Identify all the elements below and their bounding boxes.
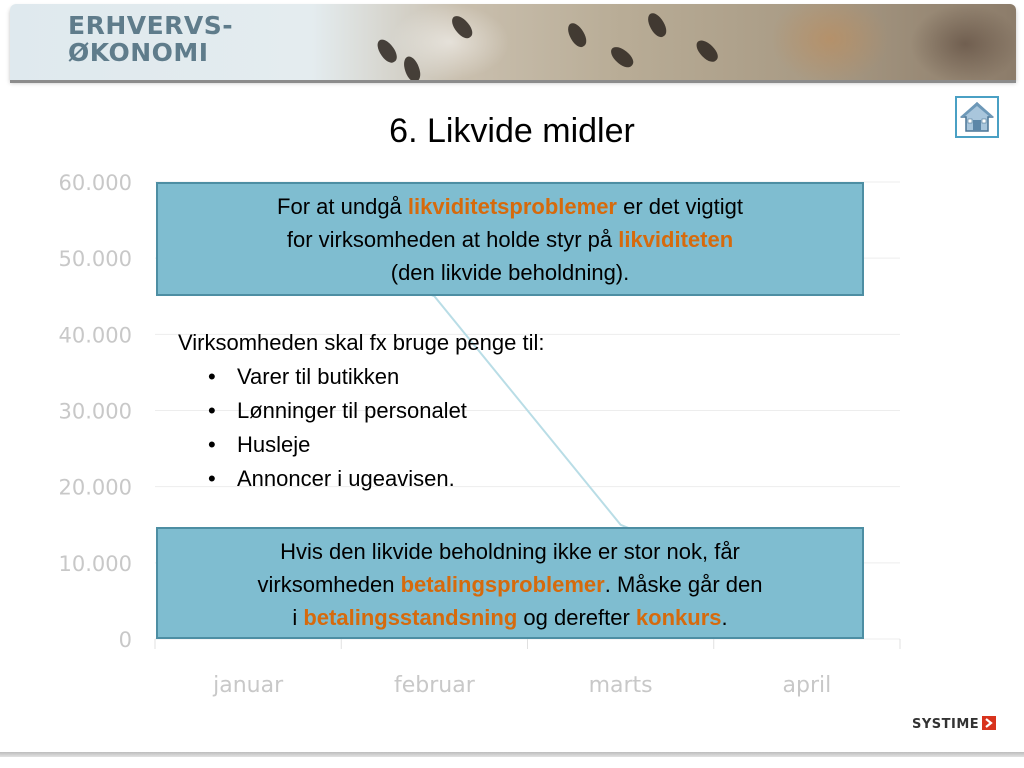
y-tick-label: 40.000 [58,323,132,348]
list-item: • Annoncer i ugeavisen. [208,466,455,491]
x-tick-label: april [782,673,832,698]
y-tick-label: 10.000 [58,551,132,576]
box-top-line-2: for virksomheden at holde styr på likviditeten [286,227,734,252]
x-tick-label: februar [393,673,475,698]
x-tick-label: januar [213,673,284,698]
y-tick-label: 50.000 [58,247,132,272]
x-tick-label: marts [588,673,653,698]
box-top-line-3: (den likvide beholdning). [390,260,630,285]
box-bottom-line-2: virksomheden betalingsproblemer. Måske går den [257,572,763,597]
expenses-list [208,360,467,496]
list-item: • Lønninger til personalet [208,398,467,423]
systime-logo[interactable]: SYSTIME [912,716,996,732]
liquidity-intro-box [156,182,864,296]
footer-divider [0,752,1024,757]
list-item: • Varer til butikken [208,364,400,389]
box-bottom-line-3: i betalingsstandsning og derefter konkurs. [292,605,728,630]
highlight-betalingsstandsning: betalingsstandsning [303,605,518,630]
highlight-betalingsproblemer: betalingsproblemer [400,572,605,597]
y-tick-label: 30.000 [58,399,132,424]
arrow-right-icon [982,716,996,730]
y-tick-label: 20.000 [58,475,132,500]
highlight-likviditetsproblemer: likviditetsproblemer [407,194,617,219]
box-top-line-1: For at undgå likviditetsproblemer er det vigtigt [277,194,743,219]
y-tick-label: 60.000 [58,171,132,195]
highlight-konkurs: konkurs [635,605,722,630]
highlight-likviditeten: likviditeten [618,227,734,252]
expenses-intro: Virksomheden skal fx bruge penge til: [178,330,545,355]
y-tick-label: 0 [118,628,132,652]
banner-logo-text: ERHVERVS- ØKONOMI [68,11,234,67]
list-item: • Husleje [208,432,311,457]
box-bottom-line-1: Hvis den likvide beholdning ikke er stor nok, får [280,539,740,564]
page-title: 6. Likvide midler [389,112,635,150]
payment-problems-box [156,527,864,639]
